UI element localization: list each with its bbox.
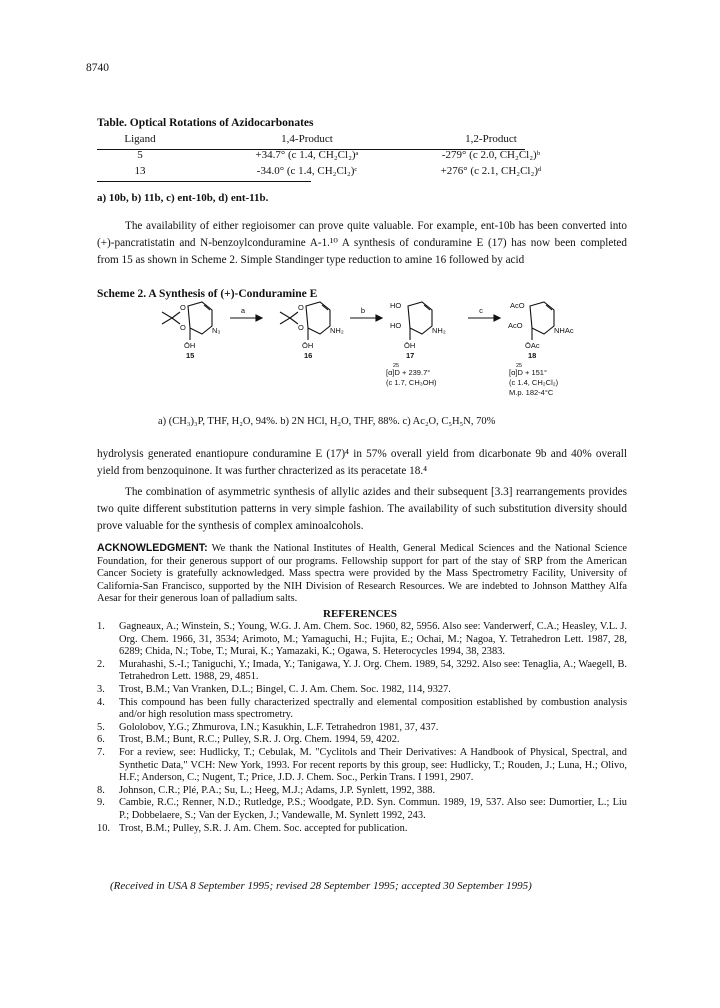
compound-number: 17	[406, 351, 415, 360]
reference-text: Gagneaux, A.; Winstein, S.; Young, W.G. J. Am. Chem. Soc. 1960, 82, 5956. Also see: Vanderwerf, C.A.; Heasley, V.L. J. Org. Chem. 1966, 31, 3534; Arimoto, M.; Yamaguchi, H.; Fujita, E.; Ochai, M.; Nagoa, Y. Tetrahedron Lett. 1987, 28, 6289; Chida, N.; Tobe, T.; Murai, K.; Yamazaki, K.; Ogawa, S. Heterocycles 1994, 38, 2383.	[119, 621, 627, 658]
atom-label: HO	[390, 321, 402, 330]
reference-number: 7.	[97, 746, 105, 758]
compound-number: 15	[186, 351, 195, 360]
reference-text: Trost, B.M.; Pulley, S.R. J. Am. Chem. Soc. accepted for publication.	[119, 822, 408, 834]
table-cell: 13	[134, 165, 146, 177]
reference-text: Murahashi, S.-I.; Taniguchi, Y.; Imada, Y.; Tanigawa, Y. J. Org. Chem. 1989, 54, 3292. Also see: Tenaglia, A.; Waegell, B. Tetrahedron Lett. 1988, 29, 4851.	[119, 658, 627, 683]
acknowledgment-text: We thank the National Institutes of Health, General Medical Sciences and the National Science Foundation, for their generous support of our programs. Fellowship support for part of the stay of SRP from the American Cancer Society is gratefully acknowledged. Mass spectra were provided by the Mass Spectrometry Facility, University of California-San Francisco, supported by the NIH Division of Research Resources. We are indebted to Johnson Matthey Alfa Aesar for their generous loan of palladium salts.	[97, 543, 627, 605]
scheme-title: Scheme 2. A Synthesis of (+)-Conduramine E	[97, 288, 318, 300]
header-12-product: 1,2-Product	[465, 133, 517, 145]
atom-label: NH₂	[432, 326, 446, 335]
compound-15-structure	[162, 302, 212, 340]
atom-label: NH₂	[330, 326, 344, 335]
arrow-label-b: b	[360, 306, 366, 315]
arrow-label-c: c	[479, 306, 483, 315]
atom-label: AcO	[510, 301, 525, 310]
melting-point: M.p. 182-4°C	[509, 388, 554, 397]
rotation-temperature: 25	[516, 363, 523, 369]
optical-rotation: [α]D + 239.7°	[386, 368, 431, 377]
reference-item	[97, 747, 627, 785]
table-row	[97, 149, 627, 165]
atom-label: AcO	[508, 321, 523, 330]
reference-number: 8.	[97, 784, 105, 796]
reference-number: 2.	[97, 658, 105, 670]
paragraph: hydrolysis generated enantiopure conduramine E (17)⁴ in 57% overall yield from dicarbonate 9b and 40% overall yield from benzoquinone. It was further chracterized as its peracetate 18.⁴	[97, 448, 627, 477]
table-footnote: a) 10b, b) 11b, c) ent-10b, d) ent-11b.	[97, 192, 269, 204]
reference-number: 6.	[97, 734, 105, 746]
atom-label: ŌAc	[525, 341, 540, 350]
arrowhead	[494, 315, 500, 321]
header-14-product: 1,4-Product	[281, 133, 333, 145]
optical-rotation-table	[97, 133, 627, 181]
paragraph: The combination of asymmetric synthesis of allylic azides and their subsequent [3.3] rearrangements provides two quite different substitution patterns in very simple fashion. The availability of such substitution diversity should prove valuable for the synthesis of complex aminoalcohols.	[97, 486, 627, 532]
atom-label: ŌH	[404, 341, 416, 350]
table-title: Table. Optical Rotations of Azidocarbonates	[97, 117, 314, 129]
table-cell: +276° (c 2.1, CH₂Cl₂)ᵈ	[440, 165, 542, 177]
header-ligand: Ligand	[124, 133, 156, 145]
page-number: 8740	[86, 62, 109, 74]
received-dates: (Received in USA 8 September 1995; revised 28 September 1995; accepted 30 September 1995)	[110, 880, 532, 892]
atom-label: N₃	[212, 326, 221, 335]
reference-text: Cambie, R.C.; Renner, N.D.; Rutledge, P.S.; Woodgate, P.D. Syn. Commun. 1989, 19, 537. Also see: Dumortier, L.; Liu P.; Dobbelaere, S.; Van der Eycken, J.; Vandewalle, M. Synlett 1992, 243.	[119, 797, 627, 821]
table-row	[97, 165, 627, 181]
compound-17-structure	[408, 302, 432, 340]
reference-text: This compound has been fully characterized spectrally and elemental composition established by combustion analysis and/or high resolution mass spectrometry.	[119, 696, 627, 721]
reference-item	[97, 734, 627, 747]
reference-text: Trost, B.M.; Bunt, R.C.; Pulley, S.R. J. Org. Chem. 1994, 59, 4202.	[119, 734, 400, 746]
atom-label: O	[298, 323, 304, 332]
reference-number: 5.	[97, 721, 105, 733]
rotation-conditions: (c 1.4, CH₂Cl₂)	[509, 378, 559, 387]
reference-text: For a review, see: Hudlicky, T.; Cebulak, M. "Cyclitols and Their Derivatives: A Handbook of Physical, Spectral, and Synthetic Data," VCH: New York, 1993. For recent reports by this group, see: Hudlicky, T.; Rouden, J.; Luna, H.; Olivo, H.F.; Anderson, C.; Nugent, T.; Price, J.D. J. Chem. Soc., Perkin Trans. I 1991, 2907.	[119, 746, 627, 784]
atom-label: ŌH	[184, 341, 196, 350]
atom-label: HO	[390, 301, 402, 310]
arrow-label-a: a	[240, 306, 246, 315]
atom-label: O	[298, 303, 304, 312]
atom-label: ŌH	[302, 341, 314, 350]
acknowledgment-heading: ACKNOWLEDGMENT:	[97, 542, 208, 554]
compound-18-structure	[530, 302, 554, 340]
rotation-temperature: 25	[393, 363, 400, 369]
arrowhead	[256, 315, 262, 321]
reference-text: Johnson, C.R.; Plé, P.A.; Su, L.; Heeg, M.J.; Adams, J.P. Synlett, 1992, 388.	[119, 784, 436, 796]
compound-number: 18	[528, 351, 537, 360]
reference-text: Trost, B.M.; Van Vranken, D.L.; Bingel, C. J. Am. Chem. Soc. 1982, 114, 9327.	[119, 683, 451, 695]
atom-label: O	[180, 303, 186, 312]
reference-item	[97, 659, 627, 684]
reference-item	[97, 823, 627, 836]
reference-text: Gololobov, Y.G.; Zhmurova, I.N.; Kasukhin, L.F. Tetrahedron 1981, 37, 437.	[119, 721, 439, 733]
reference-item	[97, 684, 627, 697]
reference-item	[97, 621, 627, 659]
acknowledgment	[97, 542, 627, 606]
reference-number: 3.	[97, 683, 105, 695]
rotation-conditions: (c 1.7, CH₃OH)	[386, 378, 437, 387]
optical-rotation: [α]D + 151°	[509, 368, 547, 377]
compound-number: 16	[304, 351, 313, 360]
scheme-reagents: a) (CH₃)₃P, THF, H₂O, 94%. b) 2N HCl, H₂O, THF, 88%. c) Ac₂O, C₅H₅N, 70%	[158, 416, 496, 427]
compound-16-structure	[280, 302, 330, 340]
reference-list	[97, 621, 627, 835]
reference-number: 9.	[97, 797, 105, 809]
arrowhead	[376, 315, 382, 321]
table-cell: -279° (c 2.0, CH₂Cl₂)ᵇ	[441, 149, 541, 161]
reference-item	[97, 722, 627, 735]
table-rule	[97, 181, 311, 182]
table-cell: -34.0° (c 1.4, CH₂Cl₂)ᶜ	[256, 165, 358, 177]
reference-number: 1.	[97, 621, 105, 632]
scheme-2-diagram	[150, 296, 590, 406]
reference-number: 10.	[97, 822, 110, 834]
table-cell: +34.7° (c 1.4, CH₂Cl₂)ᵃ	[255, 149, 359, 161]
reference-number: 4.	[97, 696, 105, 708]
table-header-row	[97, 133, 627, 149]
table-cell: 5	[137, 149, 143, 161]
references-heading: REFERENCES	[323, 608, 397, 620]
atom-label: O	[180, 323, 186, 332]
reference-item	[97, 785, 627, 798]
reference-item	[97, 697, 627, 722]
paragraph: The availability of either regioisomer can prove quite valuable. For example, ent-10b has been converted into (+)-pancratistatin and N-benzoylconduramine A-1.¹⁰ A synthesis of conduramine E (17) has now been completed from 15 as shown in Scheme 2. Simple Standinger type reduction to amine 16 followed by acid	[97, 220, 627, 266]
reference-item	[97, 797, 627, 822]
atom-label: NHAc	[554, 326, 574, 335]
